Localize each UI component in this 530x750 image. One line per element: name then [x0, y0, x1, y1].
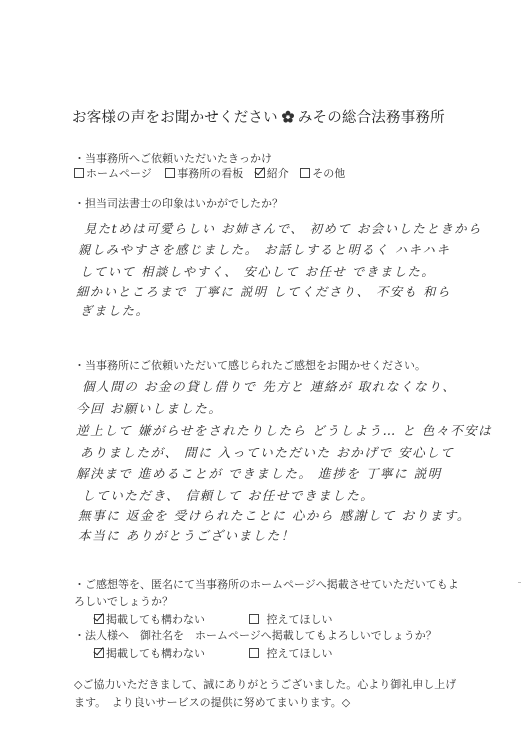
question-trigger: ・当事務所へご依頼いただいたきっかけ — [74, 152, 272, 165]
option-allow[interactable]: 掲載しても構わない — [94, 613, 205, 626]
checkbox[interactable] — [165, 168, 175, 178]
answer-line: 逆上して 嫌がらせをされたりしたら どうしよう… と 色々不安は — [76, 423, 493, 438]
question-publish-consent-cont: ろしいでしょうか？ — [74, 595, 173, 608]
option-signboard[interactable]: 事務所の看板 — [165, 167, 243, 180]
checkbox[interactable] — [300, 168, 310, 178]
option-allow[interactable]: 掲載しても構わない — [94, 647, 205, 660]
answer-line: 個人間の お金の貸し借りで 先方と 連絡が 取れなくなり、 — [82, 379, 457, 394]
office-name: みその総合法務事務所 — [297, 110, 445, 126]
title-text: お客様の声をお聞かせください — [72, 110, 278, 126]
checkbox[interactable] — [249, 648, 259, 658]
question-impression: ・担当司法書士の印象はいかがでしたか？ — [74, 197, 283, 210]
answer-line: 今回 お願いしました。 — [76, 401, 223, 416]
checkbox-checked[interactable] — [94, 648, 104, 658]
closing-message: ◇ご協力いただきまして、誠にありがとうございました。心より御礼申し上げ — [74, 678, 457, 691]
option-decline[interactable]: 控えてほしい — [249, 613, 333, 626]
question-company-name: ・法人様へ 御社名を ホームページへ掲載してもよろしいでしょうか？ — [74, 629, 437, 642]
answer-line: ありましたが、 間に 入っていただいた おかげで 安心して — [80, 445, 455, 460]
answer-line: 見たtめは可愛らしい お姉さんで、 初めて お会いしたときから — [84, 222, 483, 236]
answer-line: していて 相談しやすく、 安心して お任せ できました。 — [80, 265, 436, 279]
checkbox-checked[interactable] — [94, 614, 104, 624]
answer-line: していただき、 信頼して お任せできました。 — [82, 488, 375, 503]
answer-line: 本当に ありがとうございました！ — [78, 528, 295, 543]
option-other[interactable]: その他 — [300, 167, 345, 180]
question-publish-consent: ・ご感想等を、匿名にて当事務所のホームページへ掲載させていただいてもよ — [74, 578, 459, 591]
page-title — [72, 106, 445, 127]
answer-line: 親しみやすさを感じました。 お話しすると明るく ハキハキ — [78, 243, 451, 257]
checkbox[interactable] — [74, 168, 84, 178]
publish-consent-options — [94, 611, 333, 627]
company-name-options — [94, 645, 333, 661]
option-decline[interactable]: 控えてほしい — [249, 647, 333, 660]
answer-line: ぎました。 — [80, 304, 150, 318]
flower-icon — [281, 110, 295, 124]
option-homepage[interactable]: ホームページ — [74, 167, 152, 180]
answer-line: 無事に 返金を 受けられたことに 心から 感謝して おります。 — [78, 508, 471, 523]
question-feedback: ・当事務所にご依頼いただいて感じられたご感想をお聞かせください。 — [74, 359, 426, 372]
closing-message-cont: ます。 より良いサービスの提供に努めてまいります。◇ — [74, 696, 351, 709]
scan-mark — [518, 582, 521, 583]
answer-line: 細かいところまで 丁寧に 説明 してくださり、 不安も 和ら — [76, 285, 451, 299]
trigger-options — [74, 165, 345, 181]
checkbox[interactable] — [249, 614, 259, 624]
answer-line: 解決まで 進めることが できました。 進捗を 丁寧に 説明 — [76, 466, 442, 481]
option-referral[interactable]: 紹介 — [255, 167, 289, 180]
checkbox-checked[interactable] — [255, 168, 265, 178]
